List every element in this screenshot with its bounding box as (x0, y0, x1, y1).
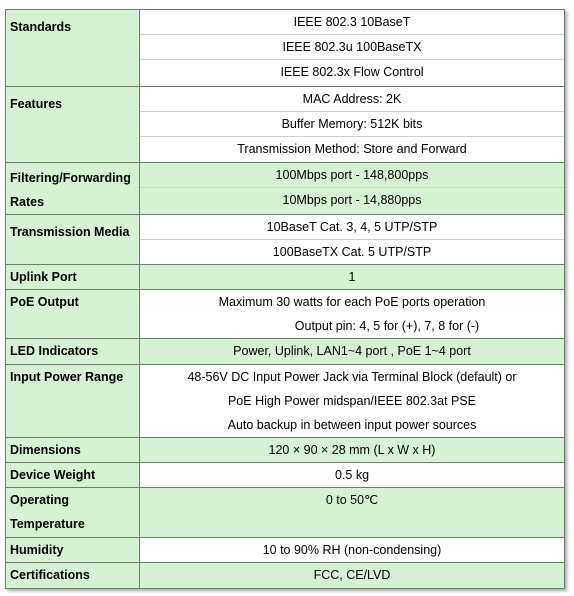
value-line: Output pin: 4, 5 for (+), 7, 8 for (-) (294, 319, 480, 333)
row-values-led-indicators (140, 339, 565, 365)
table-row (6, 563, 565, 589)
row-values-filtering-forwarding-rates (140, 163, 565, 215)
row-label-standards: Standards (6, 10, 140, 87)
row-values-poe-output (140, 290, 565, 339)
row-label-dimensions: Dimensions (6, 438, 140, 463)
table-row (6, 463, 565, 488)
value-line: 10BaseT Cat. 3, 4, 5 UTP/STP (140, 215, 564, 240)
value-line: 0 to 50℃ (325, 493, 379, 507)
row-values-operating-temperature (140, 488, 565, 538)
value-line: IEEE 802.3x Flow Control (280, 65, 424, 79)
value-line: 120 × 90 × 28 mm (L x W x H) (268, 443, 436, 457)
row-values-input-power-range (140, 365, 565, 438)
row-label-input-power-range: Input Power Range (6, 365, 140, 438)
value-line: IEEE 802.3u 100BaseTX (140, 35, 564, 60)
value-line: 100BaseTX Cat. 5 UTP/STP (272, 245, 432, 259)
value-line: 48-56V DC Input Power Jack via Terminal Block (default) or (187, 370, 517, 384)
table-row (6, 538, 565, 563)
row-label-features: Features (6, 87, 140, 163)
row-values-certifications (140, 563, 565, 589)
row-label-poe-output: PoE Output (6, 290, 140, 339)
value-line: Buffer Memory: 512K bits (140, 112, 564, 137)
row-label-device-weight: Device Weight (6, 463, 140, 488)
table-row (6, 163, 565, 215)
value-line: 0.5 kg (334, 468, 370, 482)
specifications-table (5, 9, 565, 589)
value-line: MAC Address: 2K (140, 87, 564, 112)
row-label-filtering-forwarding-rates: Filtering/Forwarding Rates (6, 163, 140, 215)
row-values-standards (140, 10, 565, 87)
row-values-dimensions (140, 438, 565, 463)
value-line: Auto backup in between input power sources (227, 418, 477, 432)
row-label-transmission-media: Transmission Media (6, 215, 140, 265)
value-line: 100Mbps port - 148,800pps (140, 163, 564, 188)
table-row (6, 87, 565, 163)
row-label-humidity: Humidity (6, 538, 140, 563)
value-line: FCC, CE/LVD (313, 568, 391, 582)
table-row (6, 438, 565, 463)
row-values-features (140, 87, 565, 163)
row-values-transmission-media (140, 215, 565, 265)
row-label-certifications: Certifications (6, 563, 140, 589)
value-line: Maximum 30 watts for each PoE ports operation (218, 295, 486, 309)
table-row (6, 265, 565, 290)
row-values-humidity (140, 538, 565, 563)
row-label-operating-temperature: Operating Temperature (6, 488, 140, 538)
value-line: 10 to 90% RH (non-condensing) (262, 543, 442, 557)
table-row (6, 339, 565, 365)
row-label-uplink-port: Uplink Port (6, 265, 140, 290)
row-values-device-weight (140, 463, 565, 488)
table-row (6, 290, 565, 339)
row-values-uplink-port (140, 265, 565, 290)
table-row (6, 10, 565, 87)
row-label-led-indicators: LED Indicators (6, 339, 140, 365)
value-line: IEEE 802.3 10BaseT (140, 10, 564, 35)
value-line: 1 (348, 270, 356, 284)
value-line: Transmission Method: Store and Forward (237, 142, 467, 156)
value-line: PoE High Power midspan/IEEE 802.3at PSE (227, 394, 477, 408)
value-line: Power, Uplink, LAN1~4 port , PoE 1~4 port (233, 344, 471, 358)
table-row (6, 215, 565, 265)
table-row (6, 488, 565, 538)
value-line: 10Mbps port - 14,880pps (282, 193, 422, 207)
table-row (6, 365, 565, 438)
